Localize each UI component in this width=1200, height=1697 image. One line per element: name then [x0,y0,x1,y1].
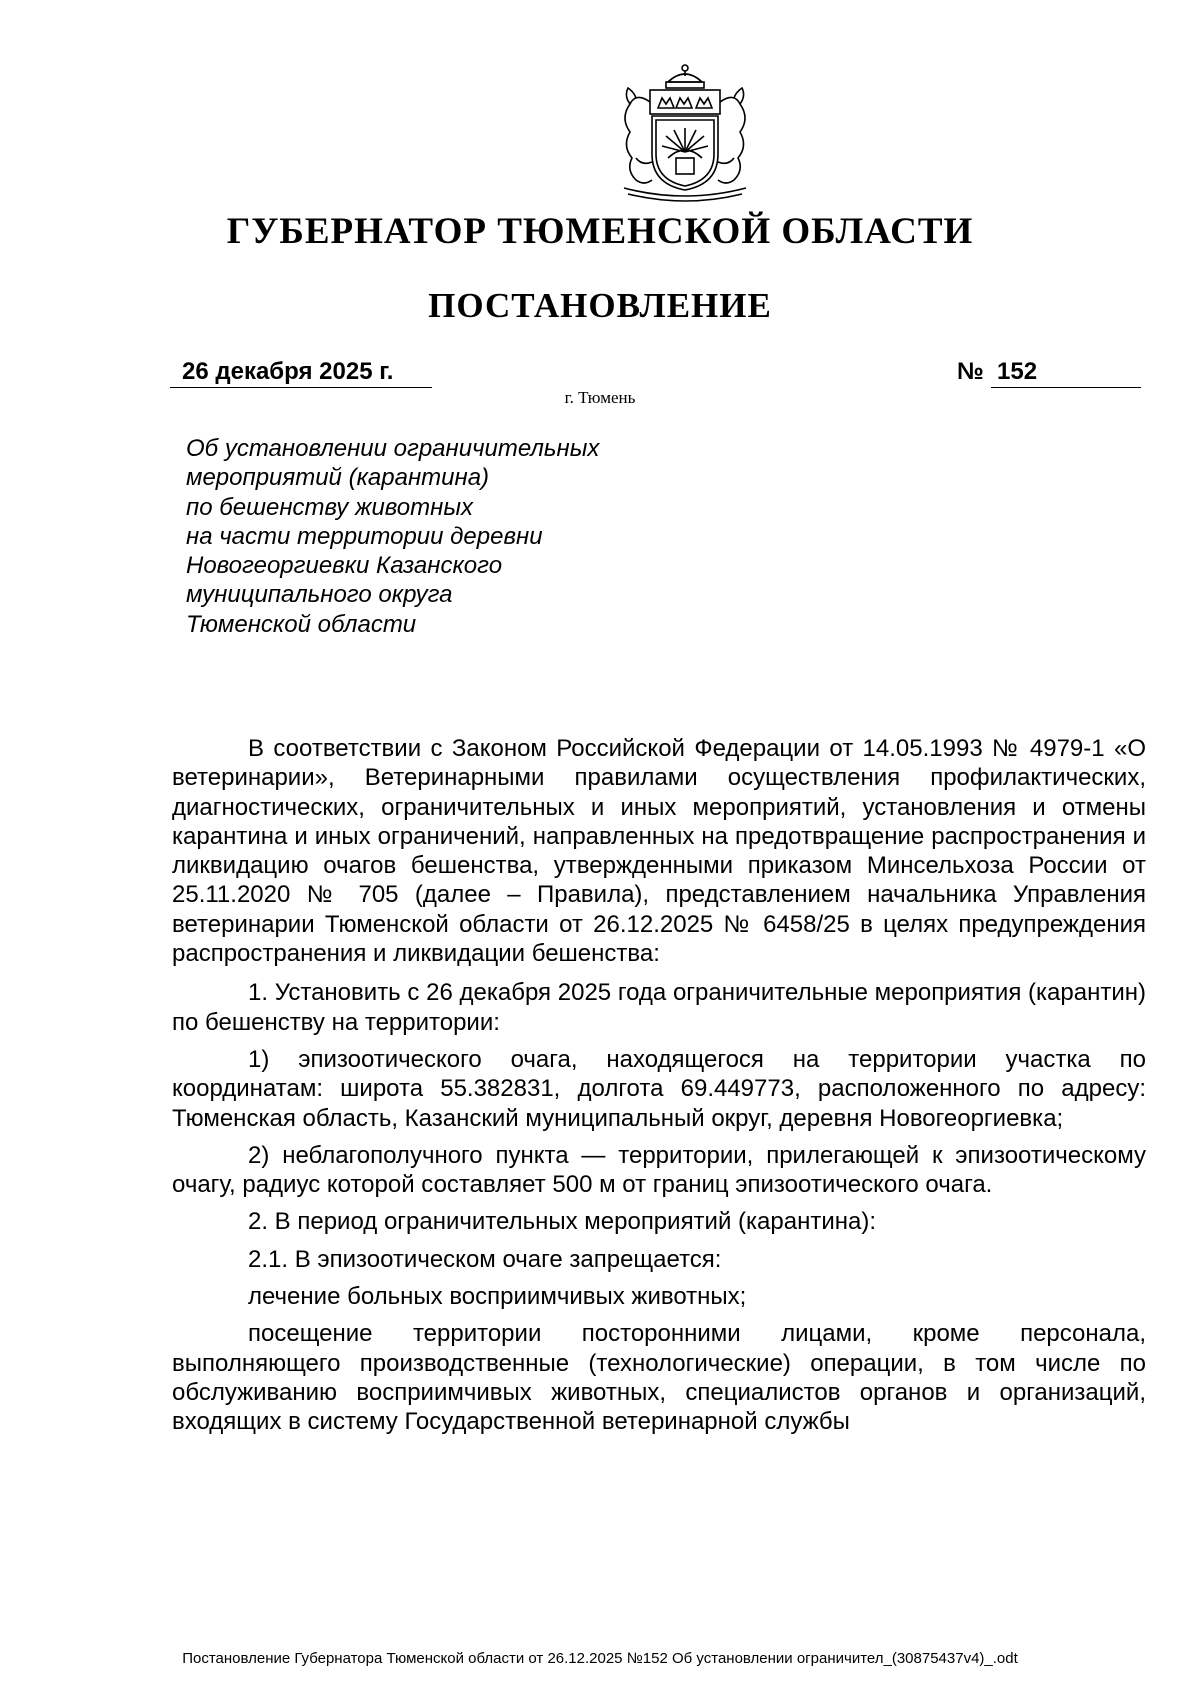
body-paragraph: 2.1. В эпизоотическом очаге запрещается: [248,1245,722,1273]
document-subject [186,434,706,639]
document-body [172,734,1146,1445]
body-paragraph: 1. Установить с 26 декабря 2025 года ограничительные мероприятия (карантин) по бешенству на территории: [172,979,1146,1036]
body-paragraph: 1) эпизоотического очага, находящегося на территории участка по координатам: широта 55.382831, долгота 69.449773, расположенного по адресу: Тюменская область, Казанский муниципальный округ, деревня Новогеоргиевка; [172,1045,1146,1132]
body-paragraph: 2) неблагополучного пункта — территории, прилегающей к эпизоотическому очагу, радиус которой составляет 500 м от границ эпизоотического очага. [172,1141,1146,1199]
subject-line: по бешенству животных [186,493,474,521]
subject-line: мероприятий (карантина) [186,464,490,492]
body-paragraph: 2. В период ограничительных мероприятий (карантина): [248,1208,877,1236]
issue-place: г. Тюмень [564,388,636,407]
body-paragraph: посещение территории посторонними лицами, кроме персонала, выполняющего производственные (технологические) операции, в том числе по обслуживанию восприимчивых животных, специалистов органов и организаций, входящих в систему Государственной ветеринарной службы [172,1320,1146,1436]
subject-line: Об установлении ограничительных [186,435,600,462]
body-paragraph: лечение больных восприимчивых животных; [248,1283,747,1311]
document-date: 26 декабря 2025 г. [170,357,432,388]
coat-of-arms-emblem [606,62,764,202]
subject-line: на части территории деревни [186,522,543,550]
file-footer: Постановление Губернатора Тюменской области от 26.12.2025 №152 Об установлении ограничител_(30875437v4)_.odt [182,1650,1018,1667]
subject-line: Новогеоргиевки Казанского [186,552,503,580]
subject-line: муниципального округа [186,581,453,609]
preamble-paragraph: В соответствии с Законом Российской Федерации от 14.05.1993 № 4979-1 «О ветеринарии», Ветеринарными правилами осуществления профилактических, диагностических, ограничительных и иных мероприятий, установления и отмены карантина и иных ограничений, направленных на предотвращение распространения и ликвидацию очагов бешенства, утвержденными приказом Минсельхоза России от 25.11.2020 № 705 (далее – Правила), представлением начальника Управления ветеринарии Тюменской области от 26.12.2025 № 6458/25 в целях предупреждения распространения и ликвидации бешенства: [172,735,1146,968]
subject-line: Тюменской области [186,610,417,638]
issuer-title: ГУБЕРНАТОР ТЮМЕНСКОЙ ОБЛАСТИ [226,211,974,252]
number-sign: № [957,358,984,385]
document-type: ПОСТАНОВЛЕНИЕ [428,286,772,325]
document-number: 152 [991,357,1141,388]
